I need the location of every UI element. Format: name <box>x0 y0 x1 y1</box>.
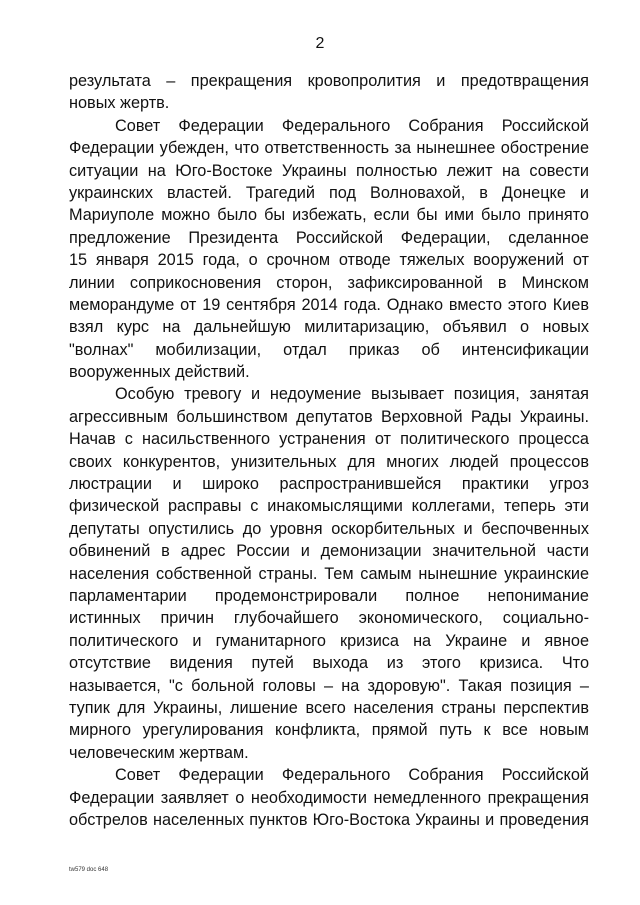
document-footer-code: tw579 doc 648 <box>69 867 109 873</box>
text-line: политического и гуманитарного кризиса на Украине и явное <box>69 631 589 650</box>
text-line: Мариуполе можно было бы избежать, если бы ими было принято <box>69 206 589 225</box>
text-line: Совет Федерации Федерального Собрания Российской <box>115 116 589 135</box>
text-line: вооруженных действий. <box>69 363 250 382</box>
text-line: Федерации заявляет о необходимости немедленного прекращения <box>69 788 589 807</box>
text-line: "волнах" мобилизации, отдал приказ об интенсификации <box>69 340 589 359</box>
text-line: парламентарии продемонстрировали полное непонимание <box>69 586 589 605</box>
text-line: называется, "с больной головы – на здоровую". Такая позиция – <box>69 676 589 695</box>
text-line: отсутствие видения путей выхода из этого кризиса. Что <box>69 654 589 673</box>
text-line: Федерации убежден, что ответственность за нынешнее обострение <box>69 139 589 158</box>
text-line: своих конкурентов, унизительных для многих людей процессов <box>69 452 589 471</box>
text-line: люстрации и широко распространившейся практики угроз <box>69 475 589 494</box>
text-line: депутаты опустились до уровня оскорбительных и беспочвенных <box>69 519 589 538</box>
text-line: 15 января 2015 года, о срочном отводе тяжелых вооружений от <box>69 251 589 270</box>
text-line: Совет Федерации Федерального Собрания Российской <box>115 766 589 785</box>
text-line: физической расправы с инакомыслящими коллегами, теперь эти <box>69 497 589 516</box>
text-line: Начав с насильственного устранения от политического процесса <box>69 430 589 449</box>
text-line: линии соприкосновения сторон, зафиксированной в Минском <box>69 273 589 292</box>
text-line: Особую тревогу и недоумение вызывает позиция, занятая <box>115 385 589 404</box>
text-line: населения собственной страны. Тем самым нынешние украинские <box>69 564 589 583</box>
text-line: обвинений в адрес России и демонизации значительной части <box>69 542 589 561</box>
text-line: человеческим жертвам. <box>69 743 249 762</box>
text-line: предложение Президента Российской Федерации, сделанное <box>69 228 589 247</box>
page-number: 2 <box>315 35 325 52</box>
text-line: результата – прекращения кровопролития и предотвращения <box>69 72 589 90</box>
text-line: мирного урегулирования конфликта, прямой путь к все новым <box>69 721 589 740</box>
text-line: новых жертв. <box>69 94 170 113</box>
text-line: меморандуме от 19 сентября 2014 года. Однако вместо этого Киев <box>69 295 589 314</box>
body-text <box>69 70 589 831</box>
text-line: истинных причин глубочайшего экономического, социально- <box>69 609 589 628</box>
text-line: тупик для Украины, лишение всего населения страны перспектив <box>69 698 589 717</box>
text-line: украинских властей. Трагедий под Волновахой, в Донецке и <box>69 183 589 202</box>
text-line: взял курс на дальнейшую милитаризацию, объявил о новых <box>69 318 589 337</box>
text-line: обстрелов населенных пунктов Юго-Востока Украины и проведения <box>69 810 589 829</box>
text-line: агрессивным большинством депутатов Верховной Рады Украины. <box>69 407 589 426</box>
text-line: ситуации на Юго-Востоке Украины полностью лежит на совести <box>69 161 589 180</box>
